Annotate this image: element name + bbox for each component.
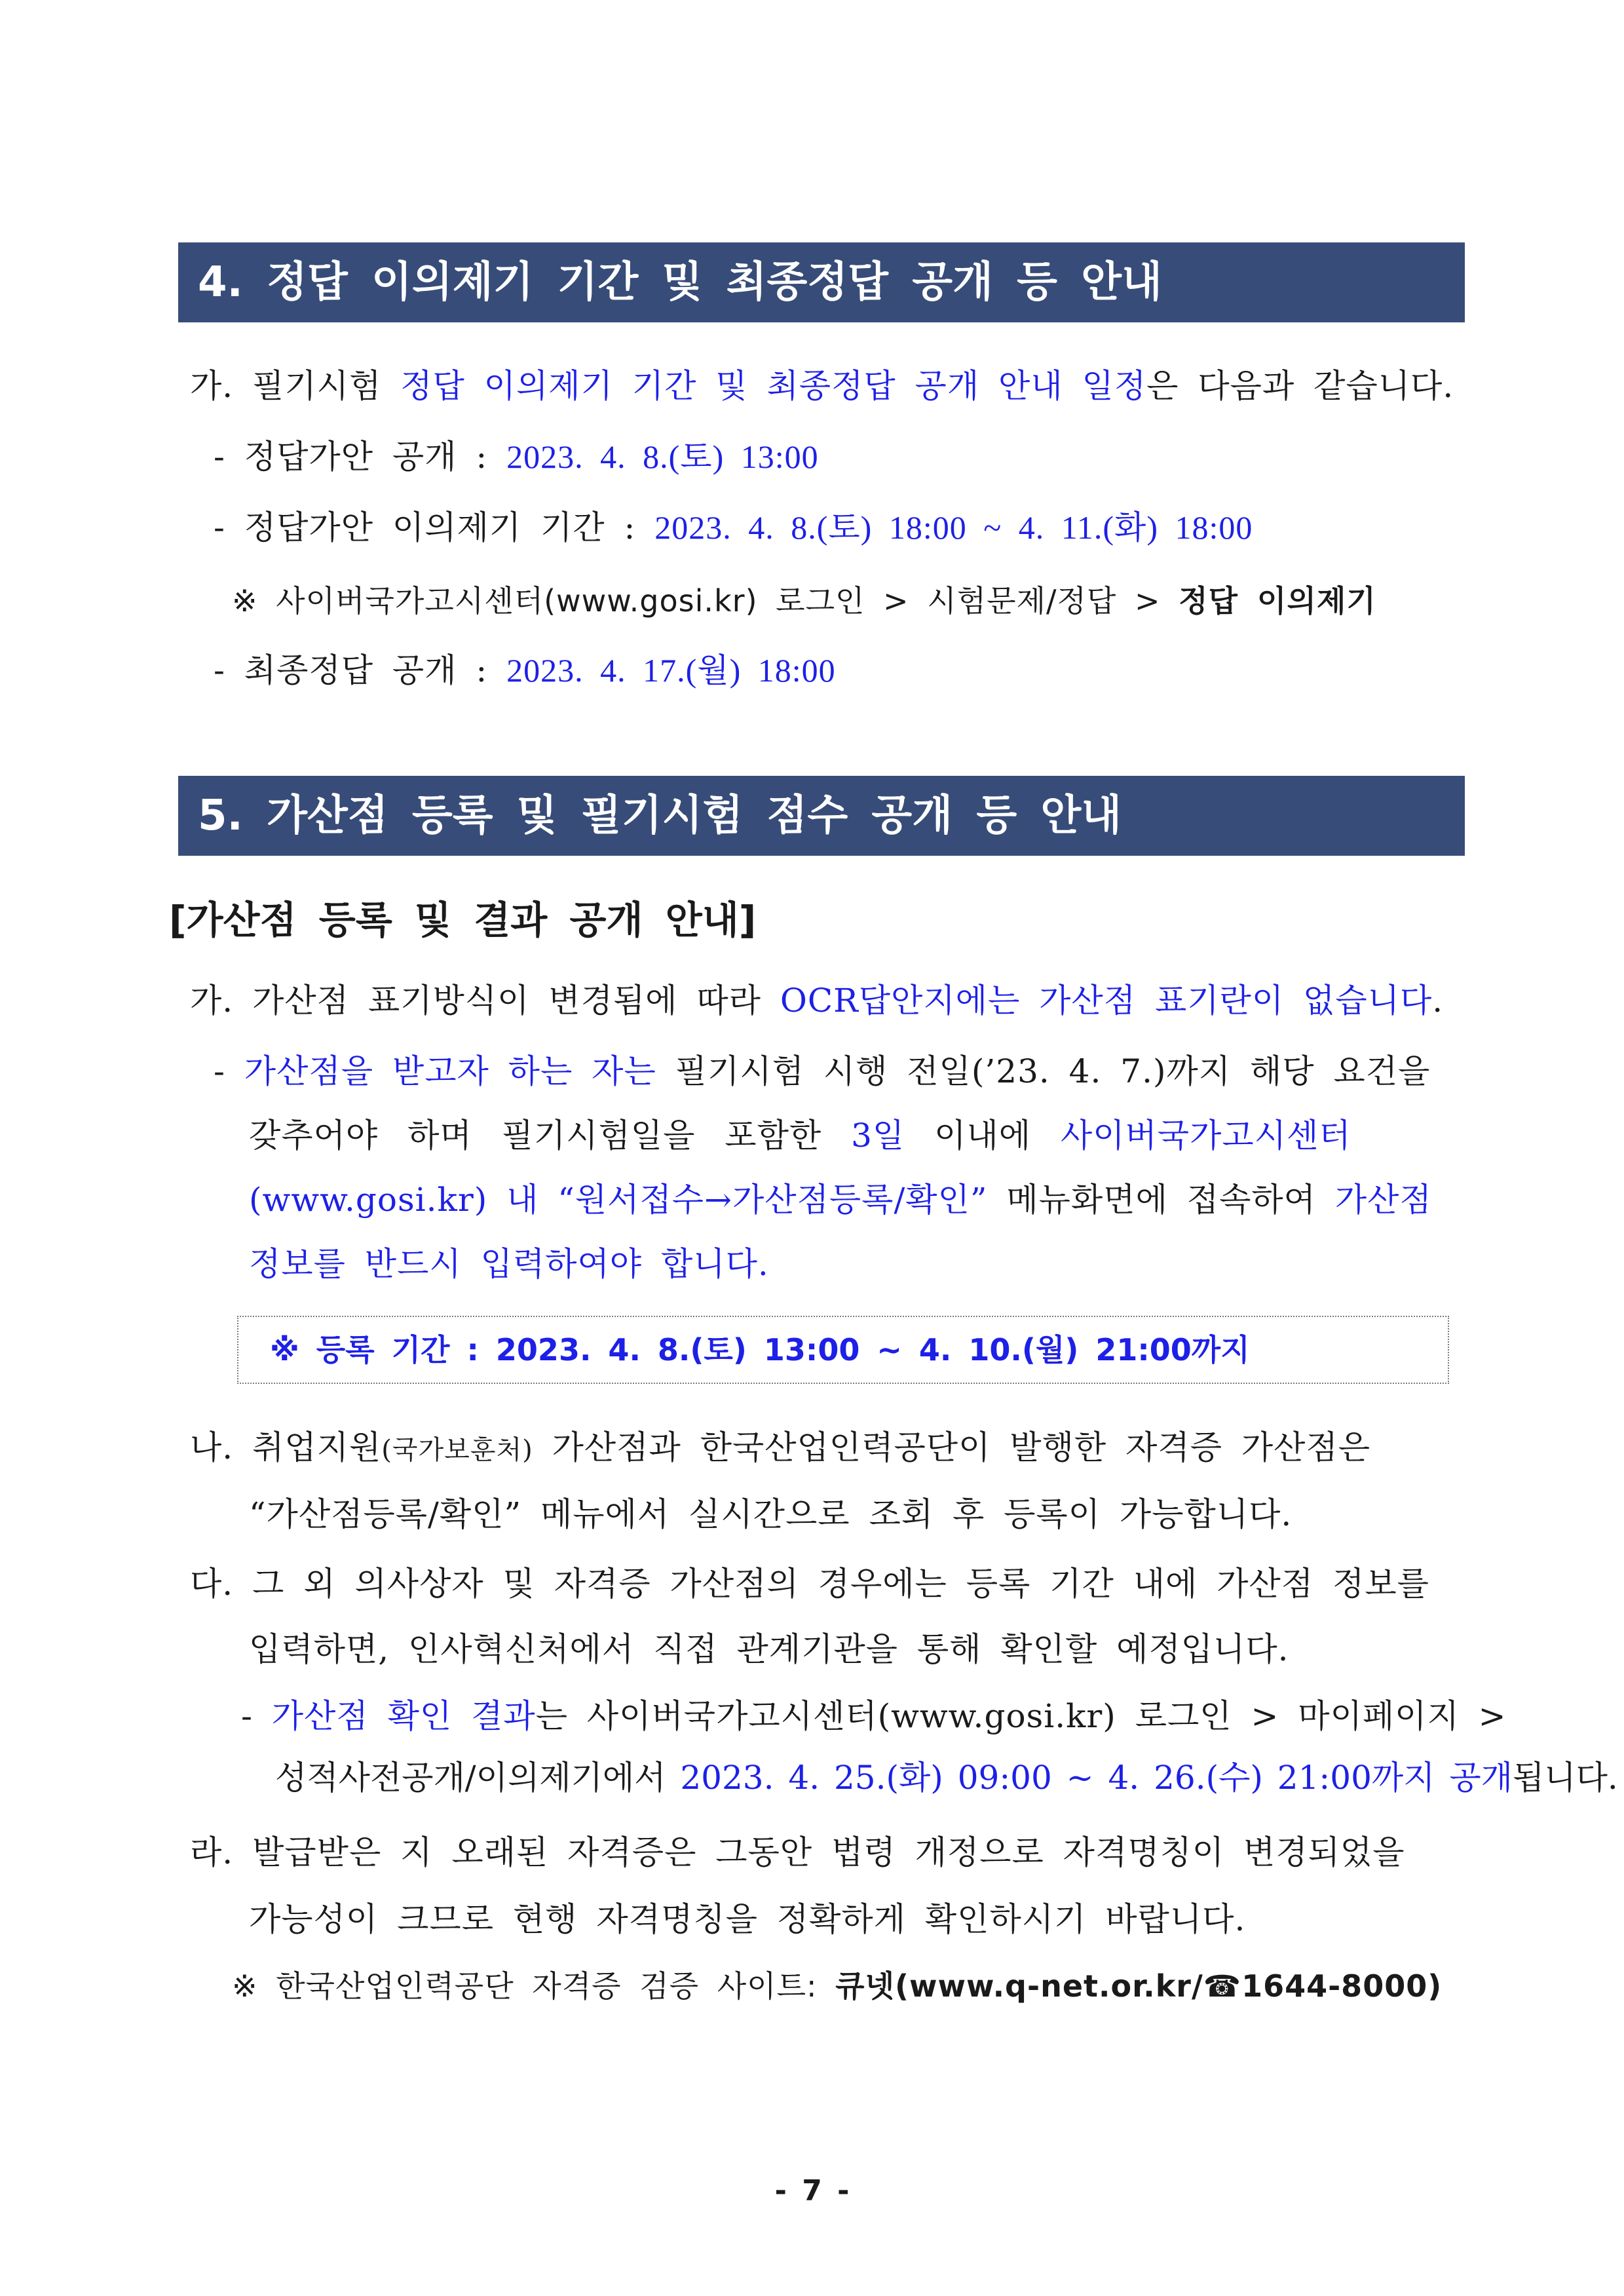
s5-subhead: [가산점 등록 및 결과 공개 안내] <box>169 898 757 942</box>
s5-result-line2: 성적사전공개/이의제기에서 2023. 4. 25.(화) 09:00 ~ 4. 26.(수) 21:00까지 공개됩니다. <box>275 1759 1618 1797</box>
registration-period-text: ※ 등록 기간 : 2023. 4. 8.(토) 13:00 ~ 4. 10.(월) 21:00까지 <box>270 1332 1250 1368</box>
s5-bullet-line3: (www.gosi.kr) 내 “원서접수→가산점등록/확인” 메뉴화면에 접속하여 가산점 <box>249 1181 1432 1219</box>
s4-bullet-final-answer: - 최종정답 공개 : 2023. 4. 17.(월) 18:00 <box>214 651 836 689</box>
s4-item-ga: 가. 필기시험 정답 이의제기 기간 및 최종정답 공개 안내 일정은 다음과 같습니다. <box>190 367 1454 405</box>
s4-ga-highlight: 정답 이의제기 기간 및 최종정답 공개 안내 일정 <box>400 367 1147 405</box>
s5-qnet-note: ※ 한국산업인력공단 자격증 검증 사이트: 큐넷(www.q-net.or.kr/☎1644-8000) <box>232 1968 1443 2004</box>
s5-item-da-line1: 다. 그 외 의사상자 및 자격증 가산점의 경우에는 등록 기간 내에 가산점 정보를 <box>190 1565 1429 1603</box>
s5-item-da-line2: 입력하면, 인사혁신처에서 직접 관계기관을 통해 확인할 예정입니다. <box>249 1630 1289 1668</box>
s4-bullet-draft-release: - 정답가안 공개 : 2023. 4. 8.(토) 13:00 <box>214 438 819 476</box>
s5-item-na-line2: “가산점등록/확인” 메뉴에서 실시간으로 조회 후 등록이 가능합니다. <box>249 1495 1293 1533</box>
s5-bullet-line2: 갖추어야 하며 필기시험일을 포함한 3일 이내에 사이버국가고시센터 <box>249 1117 1351 1155</box>
s5-bullet-line1: - 가산점을 받고자 하는 자는 필기시험 시행 전일(’23. 4. 7.)까지 해당 요건을 <box>214 1052 1431 1090</box>
s5-item-ra-line1: 라. 발급받은 지 오래된 자격증은 그동안 법령 개정으로 자격명칭이 변경되었을 <box>190 1833 1405 1871</box>
page-number: - 7 - <box>774 2174 850 2208</box>
s5-item-na-line1: 나. 취업지원(국가보훈처) 가산점과 한국산업인력공단이 발행한 자격증 가산점은 <box>190 1428 1371 1466</box>
section5-banner: 5. 가산점 등록 및 필기시험 점수 공개 등 안내 <box>178 776 1465 856</box>
s5-result-line1: - 가산점 확인 결과는 사이버국가고시센터(www.gosi.kr) 로그인 > 마이페이지 > <box>241 1697 1507 1735</box>
s4-note-gosi: ※ 사이버국가고시센터(www.gosi.kr) 로그인 > 시험문제/정답 > 정답 이의제기 <box>232 583 1376 619</box>
section4-banner: 4. 정답 이의제기 기간 및 최종정답 공개 등 안내 <box>178 242 1465 322</box>
registration-period-box <box>237 1316 1449 1384</box>
s5-item-ga: 가. 가산점 표기방식이 변경됨에 따라 OCR답안지에는 가산점 표기란이 없습니다. <box>190 982 1444 1020</box>
s4-bullet-objection-period: - 정답가안 이의제기 기간 : 2023. 4. 8.(토) 18:00 ~ 4. 11.(화) 18:00 <box>214 508 1253 546</box>
s5-bullet-line4: 정보를 반드시 입력하여야 합니다. <box>249 1245 769 1283</box>
s5-item-ra-line2: 가능성이 크므로 현행 자격명칭을 정확하게 확인하시기 바랍니다. <box>249 1900 1246 1938</box>
